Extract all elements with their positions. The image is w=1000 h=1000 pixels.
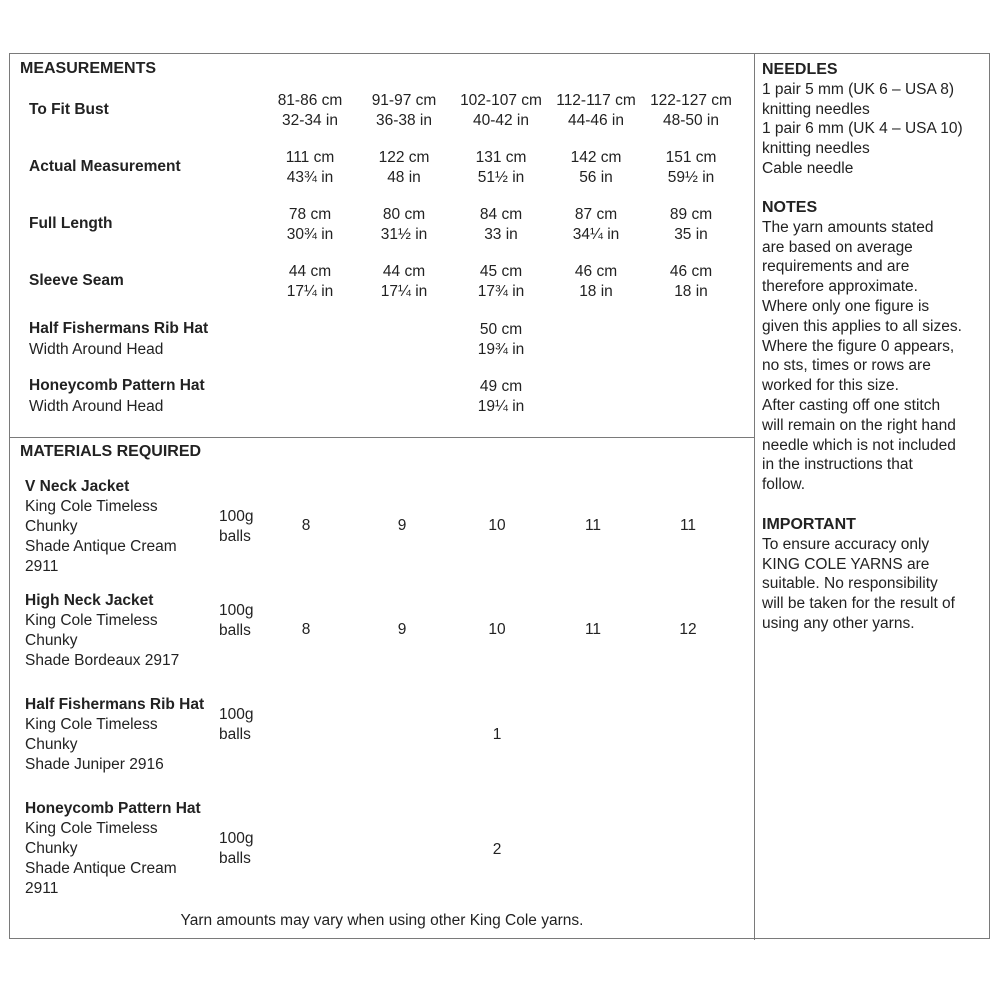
material-quantity: 1 xyxy=(492,726,502,743)
measurement-cm: 45 cm xyxy=(479,263,523,280)
measurement-in: 43¾ in xyxy=(286,169,334,186)
measurement-in: 48 in xyxy=(387,169,421,186)
measurement-in: 48-50 in xyxy=(662,112,719,129)
measurement-in: 17¾ in xyxy=(477,283,525,300)
measurement-cm: 87 cm xyxy=(574,206,618,223)
material-quantity: 10 xyxy=(488,621,506,638)
sidebar-text-line: worked for this size. xyxy=(762,377,899,395)
sidebar-text-line: therefore approximate. xyxy=(762,278,918,296)
material-quantity: 11 xyxy=(584,621,602,638)
measurement-cm: 89 cm xyxy=(669,206,713,223)
measurement-in: 44-46 in xyxy=(567,112,624,129)
material-quantity: 8 xyxy=(301,621,311,638)
measurement-in: 18 in xyxy=(579,283,613,300)
material-unit: balls xyxy=(219,622,251,639)
measurement-in: 36-38 in xyxy=(375,112,432,129)
measurement-cm: 112-117 cm xyxy=(556,92,636,109)
measurement-label: Sleeve Seam xyxy=(29,272,124,289)
measurement-label: To Fit Bust xyxy=(29,101,109,118)
needles-section xyxy=(762,60,992,179)
material-quantity: 9 xyxy=(397,517,407,534)
sidebar-text-line: are based on average xyxy=(762,238,913,256)
sidebar-text-line: using any other yarns. xyxy=(762,614,915,632)
material-description-line: Shade Juniper 2916 xyxy=(25,756,164,773)
sidebar-text-line: KING COLE YARNS are xyxy=(762,555,930,573)
measurement-in: 40-42 in xyxy=(472,112,529,129)
material-unit: 100g xyxy=(219,508,254,525)
measurement-label: Full Length xyxy=(29,215,113,232)
measurement-in: 19¾ in xyxy=(477,341,525,358)
material-description-line: Chunky xyxy=(25,518,78,535)
material-description-line: 2911 xyxy=(25,558,59,575)
measurement-cm: 91-97 cm xyxy=(371,92,437,109)
measurement-label: Honeycomb Pattern Hat xyxy=(29,377,205,394)
measurement-in: 32-34 in xyxy=(281,112,338,129)
measurement-in: 34¼ in xyxy=(572,226,620,243)
material-unit: 100g xyxy=(219,706,254,723)
material-unit: balls xyxy=(219,528,251,545)
material-description-line: Shade Antique Cream xyxy=(25,860,177,877)
sidebar-text-line: The yarn amounts stated xyxy=(762,218,934,236)
material-description-line: King Cole Timeless xyxy=(25,612,158,629)
materials-footnote: Yarn amounts may vary when using other King Cole yarns. xyxy=(180,912,584,929)
sidebar-text-line: 1 pair 5 mm (UK 6 – USA 8) xyxy=(762,80,955,98)
measurement-cm: 50 cm xyxy=(479,321,523,338)
measurement-cm: 111 cm xyxy=(285,149,335,166)
material-quantity: 2 xyxy=(492,841,502,858)
material-description-line: King Cole Timeless xyxy=(25,820,158,837)
material-unit: 100g xyxy=(219,602,254,619)
measurement-in: 31½ in xyxy=(380,226,428,243)
measurement-cm: 131 cm xyxy=(475,149,527,166)
sidebar-text-line: To ensure accuracy only xyxy=(762,535,930,553)
material-description-line: Chunky xyxy=(25,632,78,649)
sidebar-text-line: knitting needles xyxy=(762,100,870,118)
measurement-cm: 151 cm xyxy=(665,149,717,166)
sidebar-text-line: 1 pair 6 mm (UK 4 – USA 10) xyxy=(762,120,963,138)
material-unit: balls xyxy=(219,726,251,743)
measurement-cm: 122 cm xyxy=(378,149,430,166)
measurement-cm: 80 cm xyxy=(382,206,426,223)
sidebar-text-line: Where the figure 0 appears, xyxy=(762,337,955,355)
measurement-in: 35 in xyxy=(674,226,708,243)
measurement-cm: 49 cm xyxy=(479,378,523,395)
material-description-line: King Cole Timeless xyxy=(25,498,158,515)
measurement-cm: 46 cm xyxy=(574,263,618,280)
material-title: Honeycomb Pattern Hat xyxy=(25,800,201,817)
material-title: High Neck Jacket xyxy=(25,592,154,609)
material-quantity: 9 xyxy=(397,621,407,638)
measurement-in: 17¼ in xyxy=(380,283,428,300)
materials-heading: MATERIALS REQUIRED xyxy=(20,443,202,460)
material-title: V Neck Jacket xyxy=(25,478,130,495)
measurement-cm: 142 cm xyxy=(570,149,622,166)
measurement-cm: 44 cm xyxy=(288,263,332,280)
measurement-cm: 44 cm xyxy=(382,263,426,280)
material-title: Half Fishermans Rib Hat xyxy=(25,696,205,713)
material-quantity: 8 xyxy=(301,517,311,534)
measurement-cm: 81-86 cm xyxy=(277,92,343,109)
column-divider xyxy=(754,53,755,940)
measurements-heading: MEASUREMENTS xyxy=(20,60,157,77)
measurement-cm: 122-127 cm xyxy=(650,92,732,109)
needles-heading: NEEDLES xyxy=(762,61,838,78)
sidebar-text-line: will remain on the right hand xyxy=(762,416,956,434)
sidebar-text-line: knitting needles xyxy=(762,140,870,158)
notes-section xyxy=(762,198,992,495)
measurement-in: 51½ in xyxy=(477,169,525,186)
sidebar-text-line: needle which is not included xyxy=(762,436,956,454)
material-quantity: 12 xyxy=(679,621,697,638)
material-description-line: Shade Bordeaux 2917 xyxy=(25,652,180,669)
section-divider xyxy=(9,437,755,438)
measurement-cm: 102-107 cm xyxy=(460,92,542,109)
measurement-in: 30¾ in xyxy=(286,226,334,243)
sidebar-text-line: requirements and are xyxy=(762,258,910,276)
sidebar-text-line: will be taken for the result of xyxy=(762,595,955,613)
measurement-label: Actual Measurement xyxy=(29,158,181,175)
material-quantity: 11 xyxy=(679,517,697,534)
material-unit: balls xyxy=(219,850,251,867)
material-description-line: King Cole Timeless xyxy=(25,716,158,733)
measurement-in: 56 in xyxy=(579,169,613,186)
sidebar-text-line: no sts, times or rows are xyxy=(762,357,931,375)
measurement-cm: 46 cm xyxy=(669,263,713,280)
sidebar-text-line: follow. xyxy=(762,476,806,494)
measurement-cm: 84 cm xyxy=(479,206,523,223)
material-description-line: Shade Antique Cream xyxy=(25,538,177,555)
sidebar-text-line: in the instructions that xyxy=(762,456,913,474)
material-quantity: 11 xyxy=(584,517,602,534)
measurement-in: 59½ in xyxy=(667,169,715,186)
material-description-line: Chunky xyxy=(25,736,78,753)
measurement-in: 17¼ in xyxy=(286,283,334,300)
material-quantity: 10 xyxy=(488,517,506,534)
measurement-cm: 78 cm xyxy=(288,206,332,223)
material-description-line: Chunky xyxy=(25,840,78,857)
measurement-label: Half Fishermans Rib Hat xyxy=(29,320,209,337)
sidebar-text-line: given this applies to all sizes. xyxy=(762,317,962,335)
measurement-in: 33 in xyxy=(484,226,518,243)
sidebar-text-line: Where only one figure is xyxy=(762,297,930,315)
notes-heading: NOTES xyxy=(762,199,818,216)
measurement-sublabel: Width Around Head xyxy=(29,398,164,415)
sidebar-text-line: Cable needle xyxy=(762,159,854,177)
measurement-in: 19¼ in xyxy=(477,398,525,415)
measurement-in: 18 in xyxy=(674,283,708,300)
measurement-sublabel: Width Around Head xyxy=(29,341,164,358)
sidebar-text-line: After casting off one stitch xyxy=(762,396,941,414)
important-section xyxy=(762,515,992,634)
material-description-line: 2911 xyxy=(25,880,59,897)
sidebar-text-line: suitable. No responsibility xyxy=(762,575,938,593)
material-unit: 100g xyxy=(219,830,254,847)
important-heading: IMPORTANT xyxy=(762,516,856,533)
